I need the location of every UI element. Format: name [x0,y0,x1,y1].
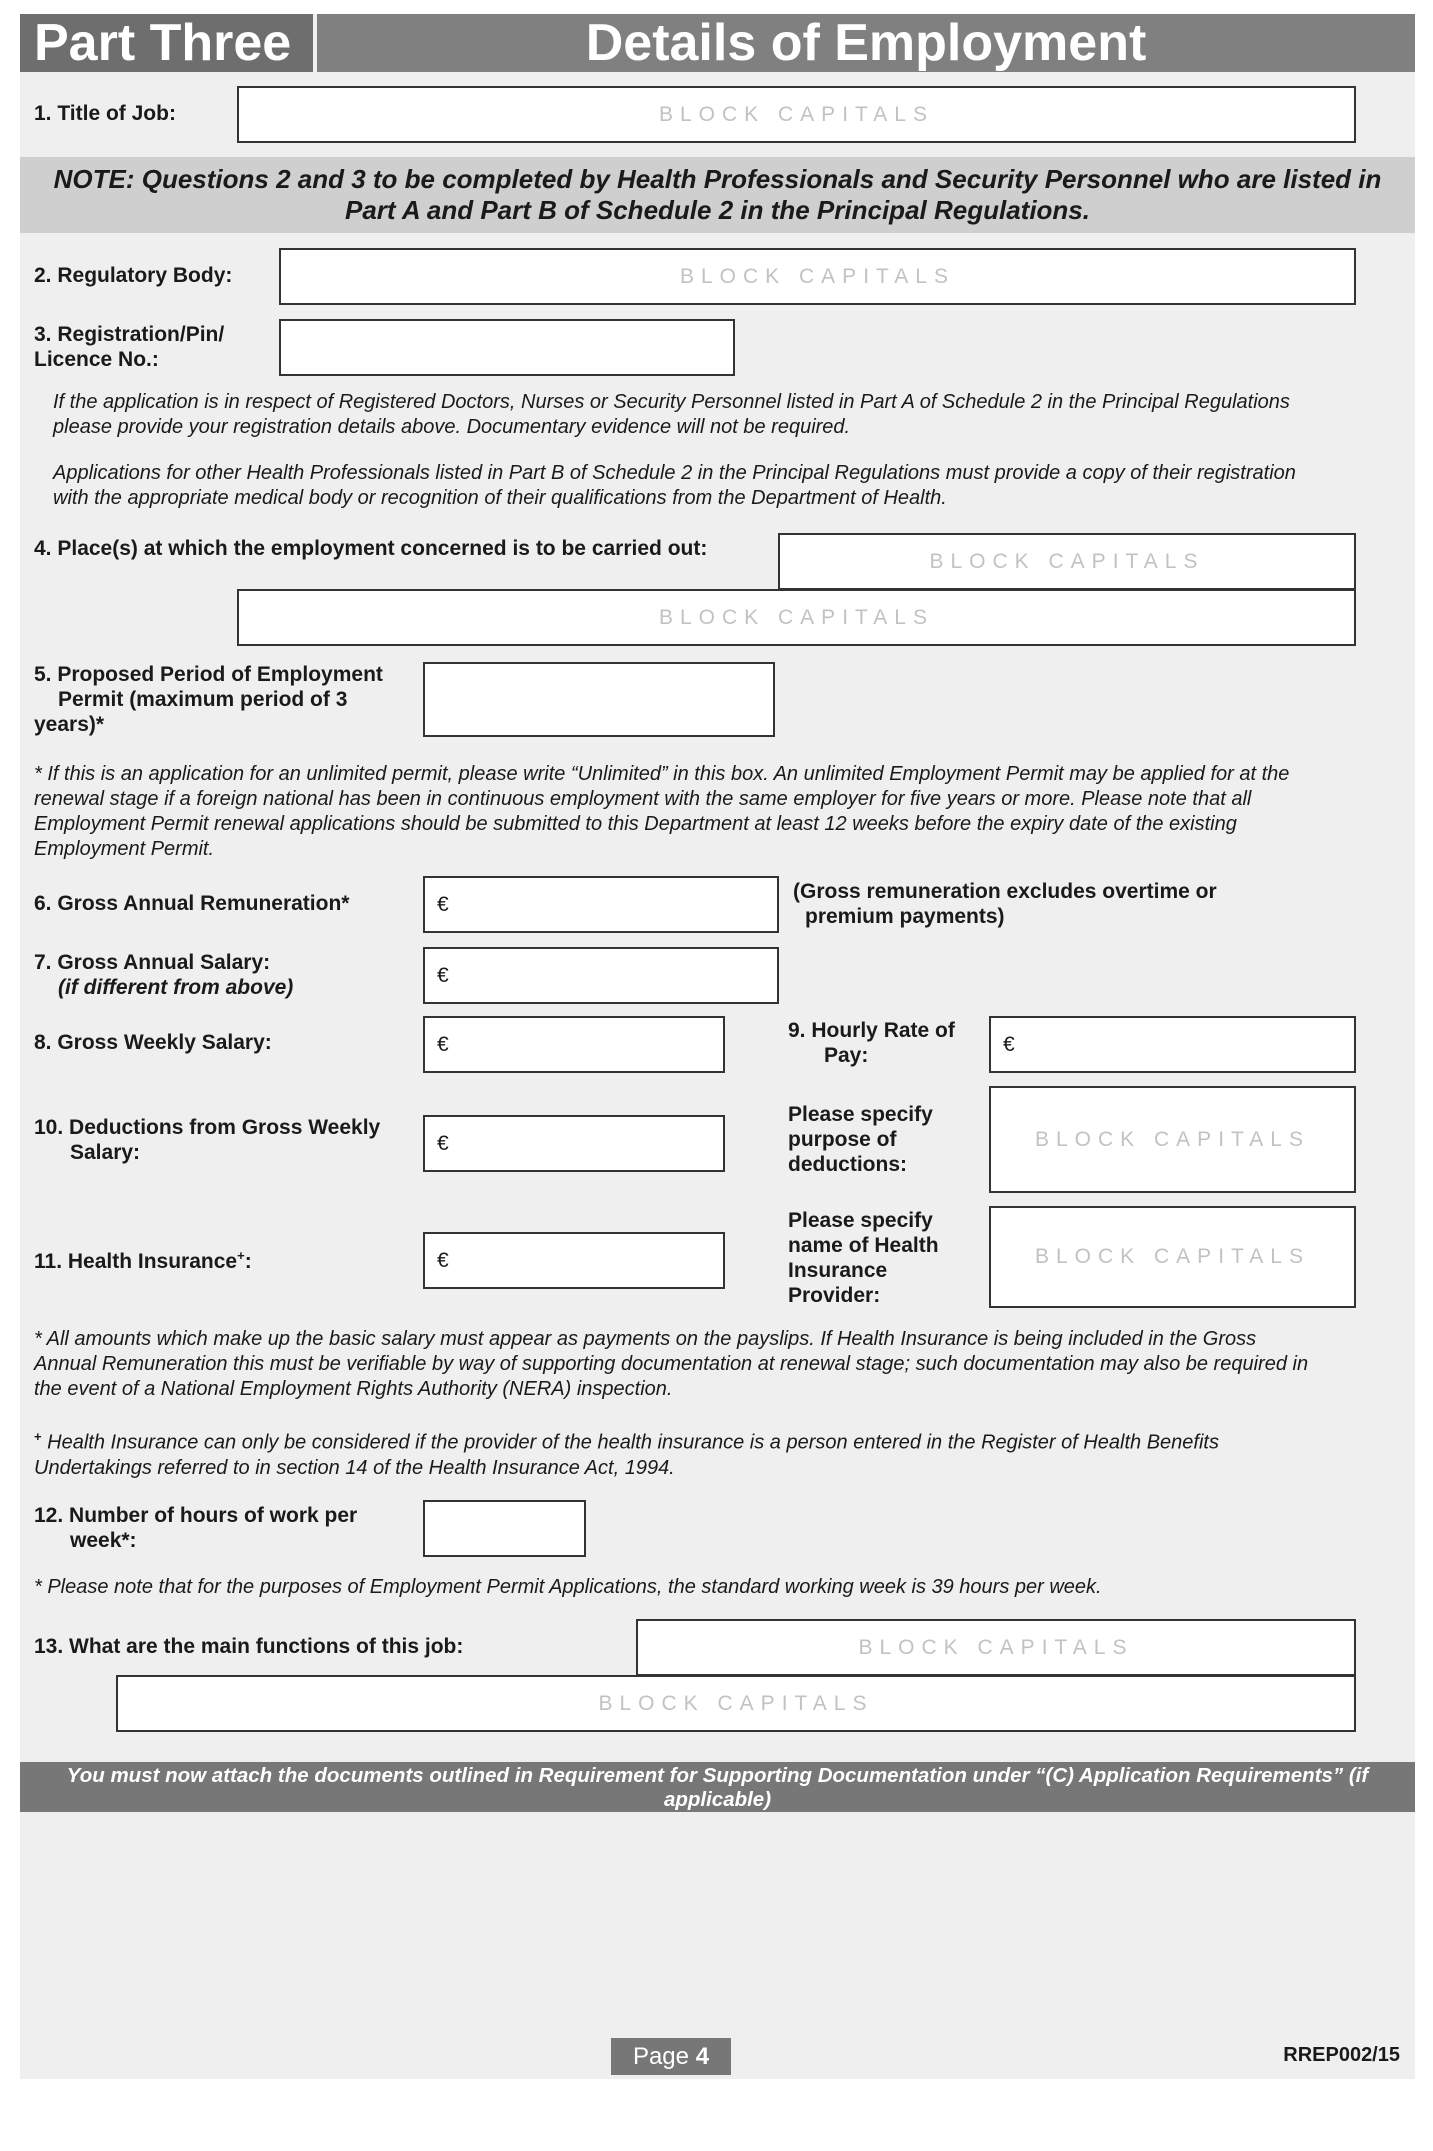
hours-per-week-field[interactable] [423,1500,586,1557]
health-footnote-sup: + [34,1429,42,1444]
section-title: Details of Employment [317,14,1415,72]
registration-info-2-line-2: with the appropriate medical body or recognition of their qualifications from the Department of Health. [53,487,947,509]
salary-footnote-line-2: Annual Remuneration this must be verifiable by way of supporting documentation at renewal stage; such documentation may also be required in [34,1353,1309,1375]
q5-label-line-2: Permit (maximum period of 3 [58,688,348,711]
q11-label [34,1243,252,1274]
attach-documents-notice [20,1762,1415,1812]
employment-place-1-placeholder: BLOCK CAPITALS [929,549,1205,573]
q12-label [34,1503,357,1553]
unlimited-note-line-2: renewal stage if a foreign national has been in continuous employment with the same employer for five years or more. Please note that all [34,788,1252,810]
employment-place-field-2[interactable] [237,589,1356,646]
deductions-field[interactable] [423,1115,725,1172]
hourly-rate-field[interactable] [989,1016,1356,1073]
q5-label [34,662,383,737]
q10-label-line-2: Salary: [70,1141,141,1164]
health-footnote-line-1: Health Insurance can only be considered if the provider of the health insurance is a person entered in the Register of Health Benefits [41,1431,1219,1454]
salary-footnote [34,1327,1308,1402]
note-line-1: NOTE: Questions 2 and 3 to be completed by Health Professionals and Security Personnel who are listed in [53,164,1382,194]
q6-aside-line-1: (Gross remuneration excludes overtime or [793,880,1217,903]
salary-footnote-line-3: the event of a National Employment Rights Authority (NERA) inspection. [34,1378,673,1400]
page-number: 4 [695,2043,710,2070]
q1-label: 1. Title of Job: [34,102,176,125]
note-banner [20,157,1415,233]
regulatory-body-placeholder: BLOCK CAPITALS [679,264,955,288]
q10-label [34,1115,380,1165]
q9-label [788,1018,955,1068]
page-number-badge [611,2038,731,2075]
q5-label-line-1: 5. Proposed Period of Employment [34,663,383,686]
q9-label-line-1: 9. Hourly Rate of [788,1019,955,1042]
permit-period-field[interactable] [423,662,775,737]
working-week-note: * Please note that for the purposes of Employment Permit Applications, the standard working week is 39 hours per week. [34,1576,1102,1598]
q11-label-text: 11. Health Insurance [34,1250,238,1273]
q3-label [34,322,224,372]
q4-label: 4. Place(s) at which the employment concerned is to be carried out: [34,537,708,560]
job-functions-2-placeholder: BLOCK CAPITALS [598,1691,874,1715]
registration-info-1-line-1: If the application is in respect of Registered Doctors, Nurses or Security Personnel listed in Part A of Schedule 2 in the Principal Regulations [53,391,1290,413]
unlimited-note-line-3: Employment Permit renewal applications should be submitted to this Department at least 12 weeks before the expiry date of the existing [34,813,1237,835]
q12-label-line-2: week*: [70,1529,137,1552]
euro-symbol: € [1003,1032,1015,1056]
unlimited-note-line-1: * If this is an application for an unlimited permit, please write “Unlimited” in this box. An unlimited Employment Permit may be applied for at the [34,763,1290,785]
euro-symbol: € [437,1131,449,1155]
deductions-purpose-line-1: Please specify [788,1103,933,1126]
form-code: RREP002/15 [1283,2044,1400,2066]
job-title-field[interactable] [237,86,1356,143]
q11-label-tail: : [244,1250,252,1273]
attach-notice-line-1: You must now attach the documents outlined in Requirement for Supporting Documentation under “(C) Application Requirements” (if [66,1764,1369,1787]
job-functions-field-1[interactable] [636,1619,1356,1676]
q8-label: 8. Gross Weekly Salary: [34,1031,272,1054]
registration-info-2 [53,461,1296,511]
health-footnote-line-2: Undertakings referred to in section 14 of the Health Insurance Act, 1994. [34,1456,675,1479]
registration-info-1-line-2: please provide your registration details above. Documentary evidence will not be required. [53,416,851,438]
insurance-provider-line-1: Please specify [788,1209,933,1232]
salary-footnote-line-1: * All amounts which make up the basic salary must appear as payments on the payslips. If Health Insurance is being included in the Gross [34,1328,1257,1350]
registration-info-2-line-1: Applications for other Health Professionals listed in Part B of Schedule 2 in the Principal Regulations must provide a copy of their registration [53,462,1296,484]
deductions-purpose-placeholder: BLOCK CAPITALS [1034,1127,1310,1151]
q10-label-line-1: 10. Deductions from Gross Weekly [34,1116,381,1139]
employment-place-2-placeholder: BLOCK CAPITALS [658,605,934,629]
euro-symbol: € [437,1248,449,1272]
insurance-provider-line-2: name of Health [788,1234,939,1257]
euro-symbol: € [437,892,449,916]
q6-label: 6. Gross Annual Remuneration* [34,892,350,915]
insurance-provider-line-4: Provider: [788,1284,881,1307]
q3-label-line-1: 3. Registration/Pin/ [34,323,225,346]
attach-notice-line-2: applicable) [663,1788,772,1811]
deductions-purpose-field[interactable] [989,1086,1356,1193]
unlimited-permit-note [34,762,1289,862]
registration-info-1 [53,390,1290,440]
q6-aside-line-2: premium payments) [805,905,1005,928]
q7-label-sub: (if different from above) [58,976,294,999]
q9-label-line-2: Pay: [824,1044,869,1067]
insurance-provider-label [788,1208,939,1308]
gross-annual-remuneration-field[interactable] [423,876,779,933]
q7-label [34,950,293,1000]
job-functions-1-placeholder: BLOCK CAPITALS [858,1635,1134,1659]
q11-label-sup: + [237,1248,245,1263]
q5-label-line-3: years)* [34,713,105,736]
employment-place-field-1[interactable] [778,533,1356,590]
insurance-provider-field[interactable] [989,1206,1356,1308]
q7-label-main: 7. Gross Annual Salary: [34,951,271,974]
part-heading: Part Three [20,14,317,72]
gross-annual-salary-field[interactable] [423,947,779,1004]
note-line-2: Part A and Part B of Schedule 2 in the Principal Regulations. [345,195,1090,225]
q12-label-line-1: 12. Number of hours of work per [34,1504,358,1527]
unlimited-note-line-4: Employment Permit. [34,838,215,860]
q3-label-line-2: Licence No.: [34,348,159,371]
deductions-purpose-line-2: purpose of [788,1128,897,1151]
insurance-provider-placeholder: BLOCK CAPITALS [1034,1245,1310,1268]
euro-symbol: € [437,1032,449,1056]
page-word: Page [632,2043,690,2070]
q13-label: 13. What are the main functions of this job: [34,1635,464,1658]
q2-label: 2. Regulatory Body: [34,264,233,287]
job-functions-field-2[interactable] [116,1675,1356,1732]
q6-aside [793,879,1217,929]
registration-number-field[interactable] [279,319,735,376]
job-title-placeholder: BLOCK CAPITALS [658,102,934,126]
deductions-purpose-label [788,1102,933,1177]
deductions-purpose-line-3: deductions: [788,1153,907,1176]
health-insurance-footnote [34,1424,1219,1481]
insurance-provider-line-3: Insurance [788,1259,888,1282]
gross-weekly-salary-field[interactable] [423,1016,725,1073]
regulatory-body-field[interactable] [279,248,1356,305]
euro-symbol: € [437,963,449,987]
health-insurance-field[interactable] [423,1232,725,1289]
